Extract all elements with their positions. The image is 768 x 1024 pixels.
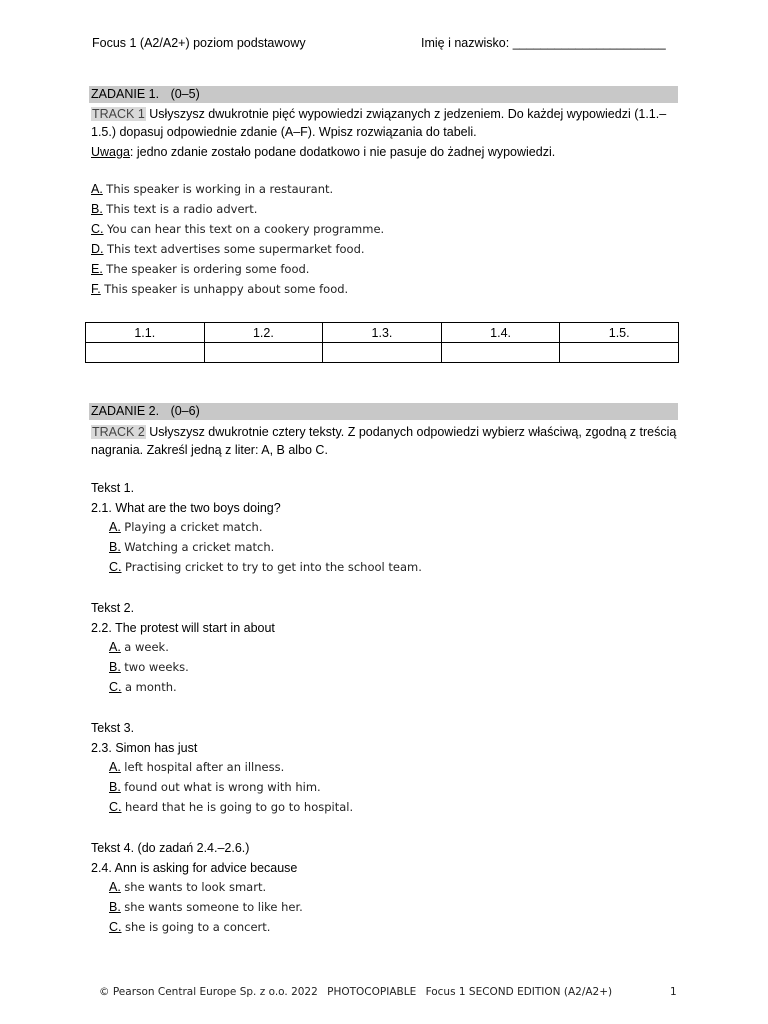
text2-block [91,599,275,697]
note-text: : jedno zdanie zostało podane dodatkowo i nie pasuje do żadnej wypowiedzi. [129,145,556,159]
answer-header-3: 1.3. [323,323,442,343]
option-d: D. This text advertises some supermarket food. [91,242,365,256]
track2-label: TRACK 2 [92,425,145,439]
task2-instruction-line2: nagrania. Zakreśl jedną z liter: A, B albo C. [91,443,328,457]
text3-label: Tekst 3. [91,721,135,735]
q22-option-c[interactable]: C. a month. [109,680,177,694]
q22-option-a[interactable]: A. a week. [109,640,169,654]
option-e: E. The speaker is ordering some food. [91,262,310,276]
option-a: A. This speaker is working in a restaurant. [91,182,334,196]
task1-instruction-line1: Usłyszysz dwukrotnie pięć wypowiedzi związanych z jedzeniem. Do każdej wypowiedzi (1.1.– [149,107,667,121]
q23-option-a[interactable]: A. left hospital after an illness. [109,760,285,774]
task1-heading: ZADANIE 1. [91,87,160,101]
answer-header-4: 1.4. [441,323,560,343]
document-title: Focus 1 (A2/A2+) poziom podstawowy [92,36,306,50]
answer-table-header [86,323,679,343]
text4-block [91,839,303,937]
name-blank: ______________________ [512,36,666,50]
option-f: F. This speaker is unhappy about some food. [91,282,349,296]
q24-option-c[interactable]: C. she is going to a concert. [109,920,271,934]
text1-block [91,479,422,577]
task2-instruction [91,423,691,459]
text1-label: Tekst 1. [91,481,135,495]
answer-cell-5[interactable] [560,343,679,363]
text3-block [91,719,353,817]
task1-options [91,179,384,299]
option-c: C. You can hear this text on a cookery programme. [91,222,385,236]
task2-heading-bar [89,403,678,420]
note-label: Uwaga [91,145,130,159]
footer-edition: Focus 1 SECOND EDITION (A2/A2+) [425,986,613,998]
task1-points: (0–5) [170,87,200,101]
answer-cell-3[interactable] [323,343,442,363]
page-number: 1 [670,986,677,998]
name-field [421,36,666,50]
answer-table-row [86,343,679,363]
task2-instruction-line1: Usłyszysz dwukrotnie cztery teksty. Z podanych odpowiedzi wybierz właściwą, zgodną z treścią [149,425,677,439]
answer-header-2: 1.2. [204,323,323,343]
task1-instruction-line2: 1.5.) dopasuj odpowiednie zdanie (A–F). Wpisz rozwiązania do tabeli. [91,125,477,139]
question-2-2: 2.2. The protest will start in about [91,621,275,635]
option-b: B. This text is a radio advert. [91,202,258,216]
q21-option-b[interactable]: B. Watching a cricket match. [109,540,275,554]
q23-option-c[interactable]: C. heard that he is going to go to hospital. [109,800,354,814]
q23-option-b[interactable]: B. found out what is wrong with him. [109,780,321,794]
answer-header-1: 1.1. [86,323,205,343]
question-2-1: 2.1. What are the two boys doing? [91,501,281,515]
text4-label: Tekst 4. (do zadań 2.4.–2.6.) [91,841,250,855]
answer-table [85,322,679,363]
q21-option-c[interactable]: C. Practising cricket to try to get into the school team. [109,560,422,574]
task1-instruction [91,105,691,161]
footer [99,986,612,998]
question-2-3: 2.3. Simon has just [91,741,198,755]
q22-option-b[interactable]: B. two weeks. [109,660,189,674]
name-label: Imię i nazwisko: [421,36,510,50]
text2-label: Tekst 2. [91,601,135,615]
task2-points: (0–6) [170,404,200,418]
track1-label: TRACK 1 [92,107,145,121]
answer-header-5: 1.5. [560,323,679,343]
q24-option-a[interactable]: A. she wants to look smart. [109,880,267,894]
question-2-4: 2.4. Ann is asking for advice because [91,861,298,875]
q21-option-a[interactable]: A. Playing a cricket match. [109,520,263,534]
answer-cell-1[interactable] [86,343,205,363]
answer-cell-4[interactable] [441,343,560,363]
footer-copyright: © Pearson Central Europe Sp. z o.o. 2022 [99,986,318,998]
task1-heading-bar [89,86,678,103]
task2-heading: ZADANIE 2. [91,404,160,418]
footer-photocopiable: PHOTOCOPIABLE [327,986,417,998]
answer-cell-2[interactable] [204,343,323,363]
q24-option-b[interactable]: B. she wants someone to like her. [109,900,303,914]
